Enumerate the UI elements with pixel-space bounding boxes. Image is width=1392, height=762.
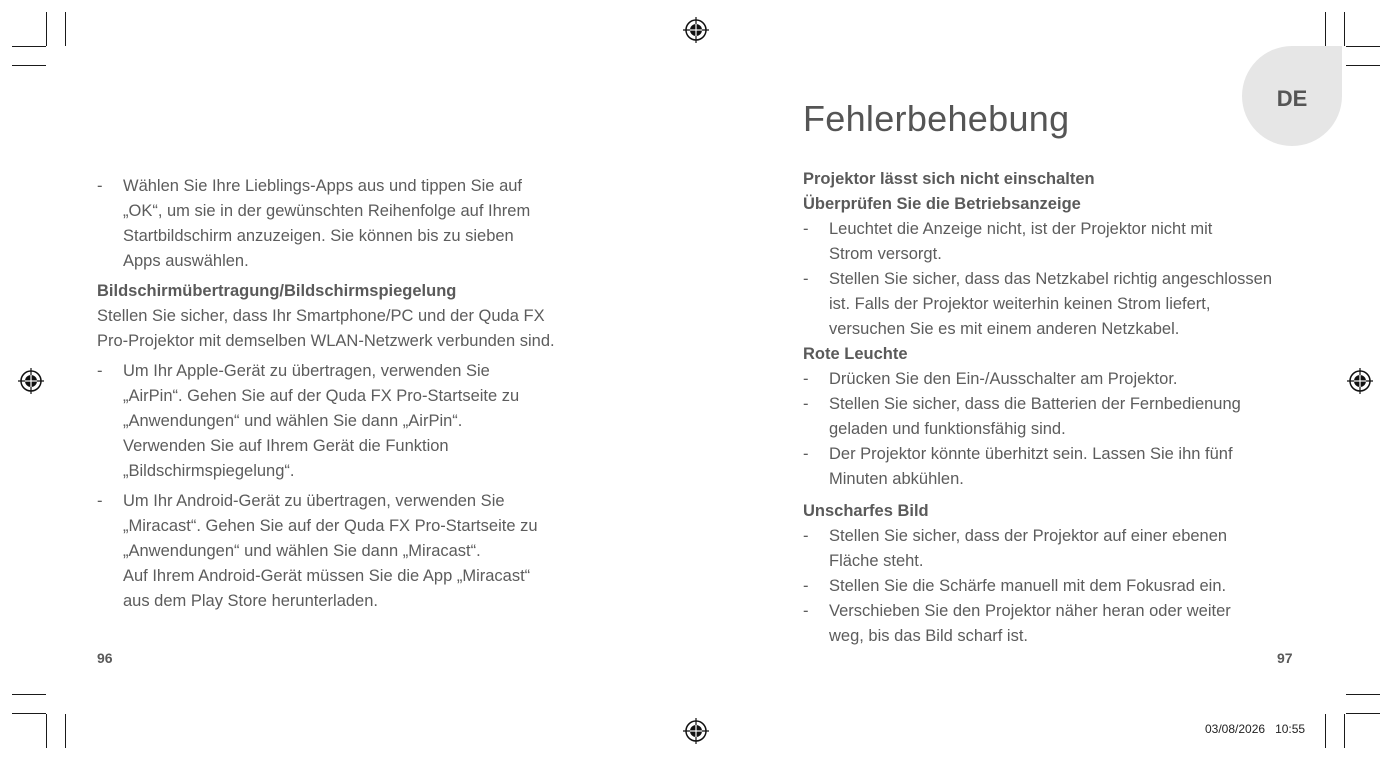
list-dash: - bbox=[803, 220, 809, 238]
section-heading: Unscharfes Bild bbox=[803, 502, 929, 520]
list-line: Strom versorgt. bbox=[829, 245, 942, 263]
list-line: Stellen Sie sicher, dass die Batterien der Fernbedienung bbox=[829, 395, 1241, 413]
list-dash: - bbox=[803, 527, 809, 545]
list-item bbox=[803, 524, 1303, 574]
registration-mark-icon bbox=[681, 15, 711, 45]
list-line: „Anwendungen“ und wählen Sie dann „Miracast“. bbox=[123, 542, 481, 560]
list-line: „OK“, um sie in der gewünschten Reihenfolge auf Ihrem bbox=[123, 202, 531, 220]
list-item bbox=[97, 489, 617, 614]
crop-mark bbox=[1346, 713, 1380, 714]
page-number: 96 bbox=[97, 650, 113, 666]
list-dash: - bbox=[803, 270, 809, 288]
list-line: „Anwendungen“ und wählen Sie dann „AirPin“. bbox=[123, 412, 463, 430]
list-dash: - bbox=[803, 395, 809, 413]
section-subheading: Überprüfen Sie die Betriebsanzeige bbox=[803, 195, 1081, 213]
list-line: Um Ihr Apple-Gerät zu übertragen, verwenden Sie bbox=[123, 362, 490, 380]
section-heading: Projektor lässt sich nicht einschalten bbox=[803, 170, 1095, 188]
list-line: Auf Ihrem Android-Gerät müssen Sie die App „Miracast“ bbox=[123, 567, 531, 585]
list-line: „Bildschirmspiegelung“. bbox=[123, 462, 295, 480]
registration-mark-icon bbox=[681, 716, 711, 746]
print-date: 03/08/2026 bbox=[1205, 722, 1266, 736]
list-line: Um Ihr Android-Gerät zu übertragen, verwenden Sie bbox=[123, 492, 505, 510]
list-dash: - bbox=[803, 577, 809, 595]
crop-mark bbox=[1344, 12, 1345, 46]
list-item bbox=[803, 217, 1303, 267]
crop-mark bbox=[12, 694, 46, 695]
list-line: Stellen Sie sicher, dass das Netzkabel richtig angeschlossen bbox=[829, 270, 1272, 288]
crop-mark bbox=[1325, 12, 1326, 46]
list-item bbox=[803, 392, 1303, 442]
page-title: Fehlerbehebung bbox=[803, 98, 1070, 139]
crop-mark bbox=[1346, 65, 1380, 66]
list-line: „Miracast“. Gehen Sie auf der Quda FX Pro-Startseite zu bbox=[123, 517, 538, 535]
list-item bbox=[97, 174, 617, 274]
list-line: ist. Falls der Projektor weiterhin keinen Strom liefert, bbox=[829, 295, 1211, 313]
list-line: Stellen Sie sicher, dass der Projektor auf einer ebenen bbox=[829, 527, 1228, 545]
list-item bbox=[803, 442, 1303, 492]
list-line: Der Projektor könnte überhitzt sein. Lassen Sie ihn fünf bbox=[829, 445, 1233, 463]
list-dash: - bbox=[97, 362, 103, 380]
list-dash: - bbox=[803, 602, 809, 620]
language-badge bbox=[1242, 46, 1342, 146]
crop-mark bbox=[46, 714, 47, 748]
crop-mark bbox=[1346, 694, 1380, 695]
registration-mark-icon bbox=[16, 366, 46, 396]
list-line: aus dem Play Store herunterladen. bbox=[123, 592, 378, 610]
section-heading: Bildschirmübertragung/Bildschirmspiegelung bbox=[97, 282, 457, 300]
list-line: Startbildschirm anzuzeigen. Sie können bis zu sieben bbox=[123, 227, 514, 245]
list-line: Leuchtet die Anzeige nicht, ist der Projektor nicht mit bbox=[829, 220, 1213, 238]
crop-mark bbox=[12, 713, 46, 714]
crop-mark bbox=[65, 12, 66, 46]
list-item bbox=[803, 267, 1303, 342]
print-timestamp bbox=[1205, 722, 1305, 736]
crop-mark bbox=[12, 46, 46, 47]
crop-mark bbox=[46, 12, 47, 46]
list-line: Verwenden Sie auf Ihrem Gerät die Funktion bbox=[123, 437, 449, 455]
section-heading: Rote Leuchte bbox=[803, 345, 908, 363]
list-line: Verschieben Sie den Projektor näher heran oder weiter bbox=[829, 602, 1231, 620]
registration-mark-icon bbox=[1345, 366, 1375, 396]
list-line: geladen und funktionsfähig sind. bbox=[829, 420, 1066, 438]
crop-mark bbox=[1325, 714, 1326, 748]
section-intro-line: Pro-Projektor mit demselben WLAN-Netzwerk verbunden sind. bbox=[97, 332, 555, 350]
list-item bbox=[97, 359, 617, 484]
crop-mark bbox=[1346, 46, 1380, 47]
section-intro-line: Stellen Sie sicher, dass Ihr Smartphone/PC und der Quda FX bbox=[97, 307, 545, 325]
list-line: Stellen Sie die Schärfe manuell mit dem Fokusrad ein. bbox=[829, 577, 1227, 595]
list-line: „AirPin“. Gehen Sie auf der Quda FX Pro-Startseite zu bbox=[123, 387, 520, 405]
left-page-content bbox=[97, 174, 617, 614]
page-number: 97 bbox=[1277, 650, 1293, 666]
list-dash: - bbox=[803, 445, 809, 463]
language-badge-label: DE bbox=[1276, 86, 1308, 111]
list-dash: - bbox=[803, 370, 809, 388]
list-item bbox=[803, 574, 1303, 599]
list-line: Apps auswählen. bbox=[123, 252, 249, 270]
list-line: Minuten abkühlen. bbox=[829, 470, 964, 488]
crop-mark bbox=[1344, 714, 1345, 748]
crop-mark bbox=[12, 65, 46, 66]
list-line: Wählen Sie Ihre Lieblings-Apps aus und tippen Sie auf bbox=[123, 177, 523, 195]
list-line: weg, bis das Bild scharf ist. bbox=[829, 627, 1028, 645]
list-dash: - bbox=[97, 492, 103, 510]
list-dash: - bbox=[97, 177, 103, 195]
right-page-content bbox=[803, 167, 1303, 649]
list-line: versuchen Sie es mit einem anderen Netzkabel. bbox=[829, 320, 1180, 338]
print-time: 10:55 bbox=[1275, 722, 1306, 736]
list-item bbox=[803, 367, 1303, 392]
list-line: Drücken Sie den Ein-/Ausschalter am Projektor. bbox=[829, 370, 1178, 388]
crop-mark bbox=[65, 714, 66, 748]
list-item bbox=[803, 599, 1303, 649]
list-line: Fläche steht. bbox=[829, 552, 924, 570]
